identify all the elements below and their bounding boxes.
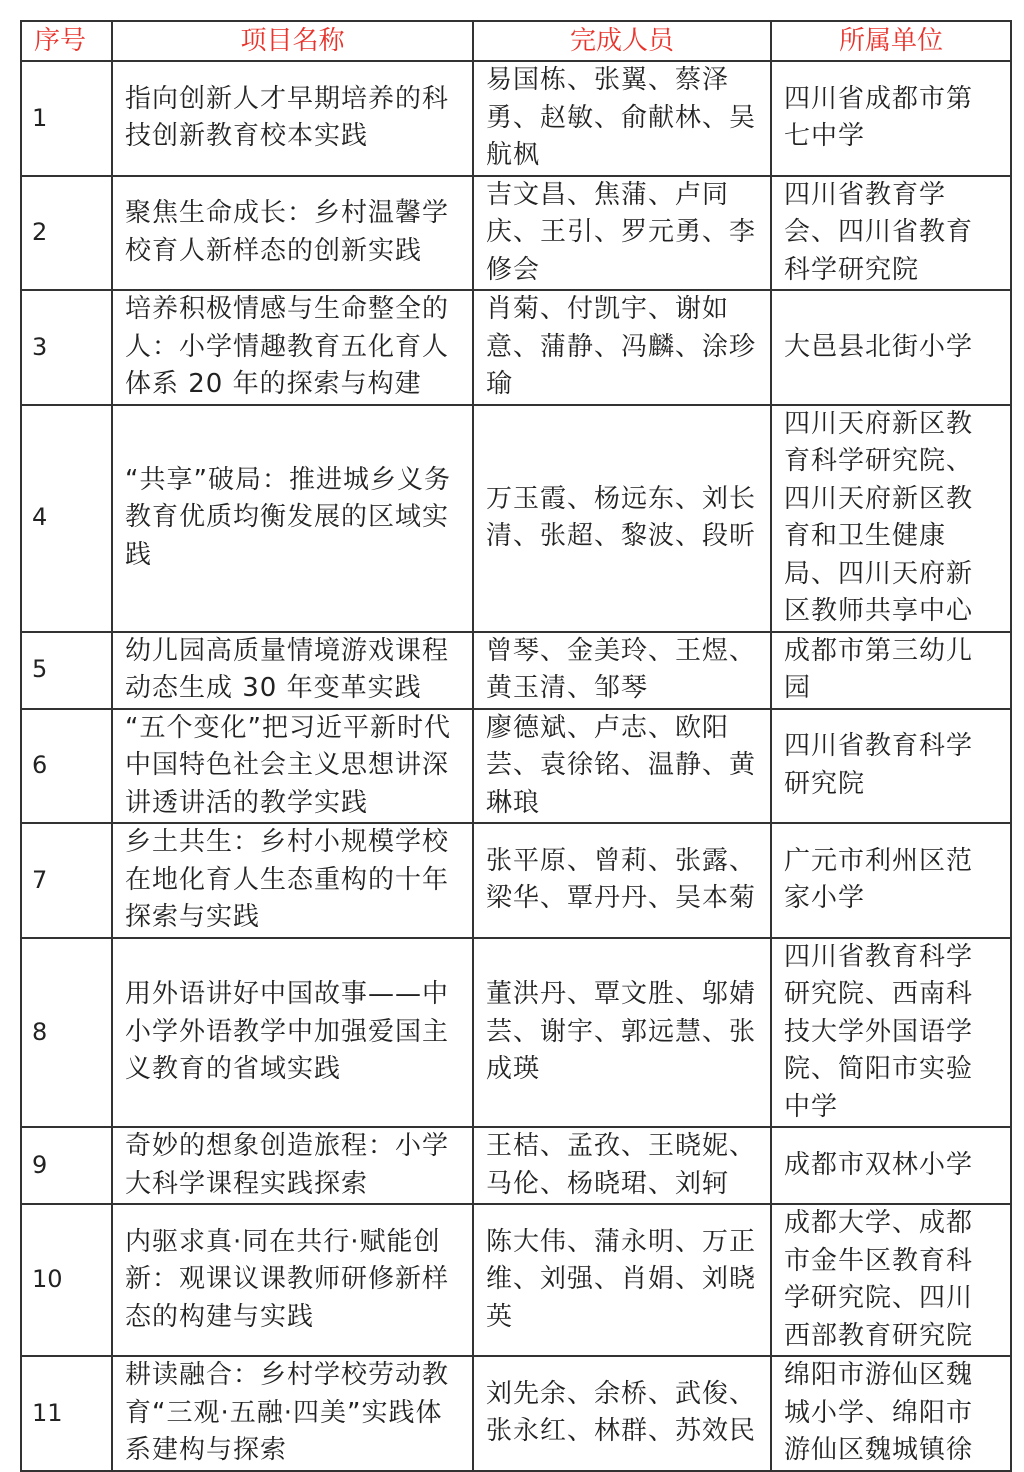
awards-table-container	[20, 20, 1010, 1472]
unit: 四川省教育学会、四川省教育科学研究院	[771, 176, 1011, 291]
table-row	[21, 1204, 1011, 1356]
unit: 四川省成都市第七中学	[771, 61, 1011, 176]
project-name: 用外语讲好中国故事——中小学外语教学中加强爱国主义教育的省域实践	[112, 938, 473, 1128]
members: 曾琴、金美玲、王煜、黄玉清、邹琴	[473, 632, 771, 709]
header-unit: 所属单位	[771, 21, 1011, 61]
project-name: 指向创新人才早期培养的科技创新教育校本实践	[112, 61, 473, 176]
table-row	[21, 632, 1011, 709]
row-index: 5	[21, 632, 112, 709]
row-index: 8	[21, 938, 112, 1128]
row-index: 6	[21, 709, 112, 824]
awards-table	[20, 20, 1012, 1472]
members: 廖德斌、卢志、欧阳芸、袁徐铭、温静、黄琳琅	[473, 709, 771, 824]
unit: 大邑县北街小学	[771, 290, 1011, 405]
unit: 四川省教育科学研究院、西南科技大学外国语学院、简阳市实验中学	[771, 938, 1011, 1128]
unit: 绵阳市游仙区魏城小学、绵阳市游仙区魏城镇徐	[771, 1356, 1011, 1471]
row-index: 7	[21, 823, 112, 938]
row-index: 3	[21, 290, 112, 405]
members: 刘先余、余桥、武俊、张永红、林群、苏效民	[473, 1356, 771, 1471]
row-index: 9	[21, 1127, 112, 1204]
header-project-name: 项目名称	[112, 21, 473, 61]
project-name: 培养积极情感与生命整全的人：小学情趣教育五化育人体系 20 年的探索与构建	[112, 290, 473, 405]
project-name: “共享”破局：推进城乡义务教育优质均衡发展的区域实践	[112, 405, 473, 632]
project-name: “五个变化”把习近平新时代中国特色社会主义思想讲深讲透讲活的教学实践	[112, 709, 473, 824]
unit: 成都大学、成都市金牛区教育科学研究院、四川西部教育研究院	[771, 1204, 1011, 1356]
table-row	[21, 176, 1011, 291]
members: 肖菊、付凯宇、谢如意、蒲静、冯麟、涂珍瑜	[473, 290, 771, 405]
table-row	[21, 938, 1011, 1128]
project-name: 奇妙的想象创造旅程：小学大科学课程实践探索	[112, 1127, 473, 1204]
unit: 四川省教育科学研究院	[771, 709, 1011, 824]
members: 易国栋、张翼、蔡泽勇、赵敏、俞献林、吴航枫	[473, 61, 771, 176]
unit: 四川天府新区教育科学研究院、四川天府新区教育和卫生健康局、四川天府新区教师共享中心	[771, 405, 1011, 632]
project-name: 幼儿园高质量情境游戏课程动态生成 30 年变革实践	[112, 632, 473, 709]
header-index: 序号	[21, 21, 112, 61]
header-row	[21, 21, 1011, 61]
project-name: 内驱求真·同在共行·赋能创新：观课议课教师研修新样态的构建与实践	[112, 1204, 473, 1356]
row-index: 10	[21, 1204, 112, 1356]
project-name: 乡土共生：乡村小规模学校在地化育人生态重构的十年探索与实践	[112, 823, 473, 938]
row-index: 4	[21, 405, 112, 632]
project-name: 聚焦生命成长：乡村温馨学校育人新样态的创新实践	[112, 176, 473, 291]
table-row	[21, 290, 1011, 405]
project-name: 耕读融合：乡村学校劳动教育“三观·五融·四美”实践体系建构与探索	[112, 1356, 473, 1471]
header-members: 完成人员	[473, 21, 771, 61]
unit: 广元市利州区范家小学	[771, 823, 1011, 938]
members: 吉文昌、焦蒲、卢同庆、王引、罗元勇、李修会	[473, 176, 771, 291]
table-row	[21, 1127, 1011, 1204]
table-row	[21, 61, 1011, 176]
members: 万玉霞、杨远东、刘长清、张超、黎波、段昕	[473, 405, 771, 632]
table-row	[21, 823, 1011, 938]
members: 张平原、曾莉、张露、梁华、覃丹丹、吴本菊	[473, 823, 771, 938]
table-row	[21, 405, 1011, 632]
table-row	[21, 709, 1011, 824]
members: 陈大伟、蒲永明、万正维、刘强、肖娟、刘晓英	[473, 1204, 771, 1356]
unit: 成都市第三幼儿园	[771, 632, 1011, 709]
members: 王桔、孟孜、王晓妮、马伦、杨晓珺、刘轲	[473, 1127, 771, 1204]
row-index: 2	[21, 176, 112, 291]
table-row	[21, 1356, 1011, 1471]
row-index: 1	[21, 61, 112, 176]
unit: 成都市双林小学	[771, 1127, 1011, 1204]
row-index: 11	[21, 1356, 112, 1471]
members: 董洪丹、覃文胜、邬婧芸、谢宇、郭远慧、张成瑛	[473, 938, 771, 1128]
